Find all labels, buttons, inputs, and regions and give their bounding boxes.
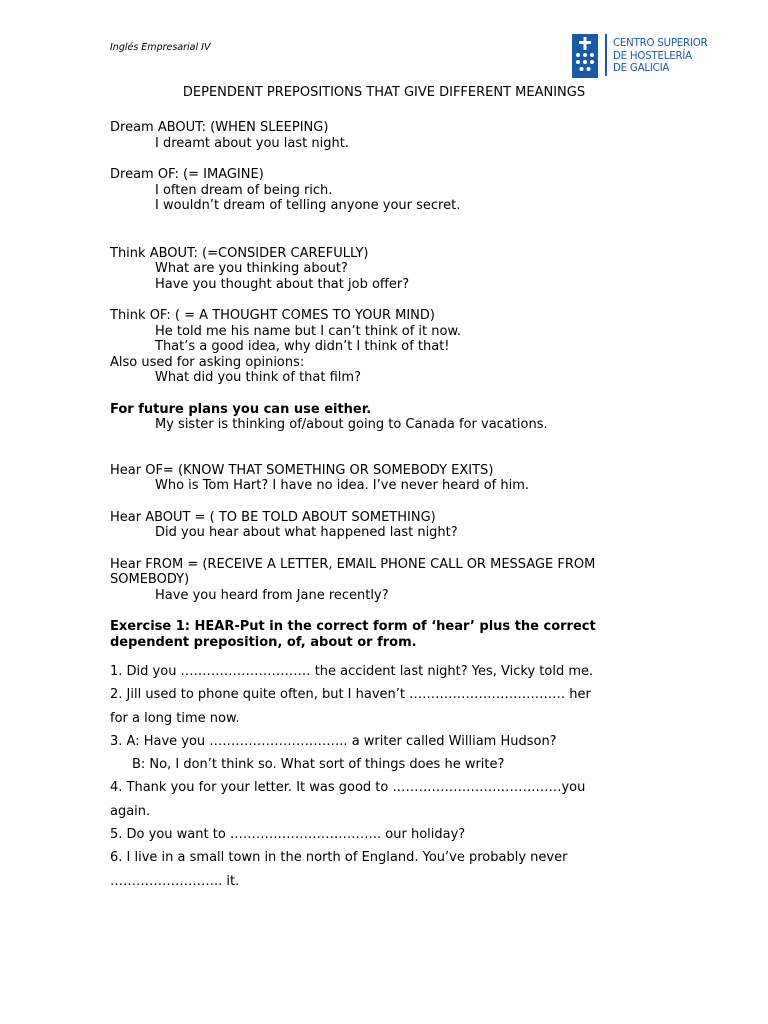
think-of-heading: Think OF: ( = A THOUGHT COMES TO YOUR MIND) — [110, 308, 435, 323]
exercise-line-8: 5. Do you want to …………………………….. our holiday? — [110, 827, 466, 843]
future-plans-example: My sister is thinking of/about going to Canada for vacations. — [155, 417, 548, 432]
logo-line-3: DE GALICIA — [613, 63, 670, 74]
logo-divider — [605, 34, 607, 76]
think-of-example-1: He told me his name but I can’t think of it now. — [155, 323, 462, 339]
logo-line-2: DE HOSTELERÍA — [613, 50, 692, 62]
document-body — [110, 120, 670, 893]
think-about-example-1: What are you thinking about? — [155, 261, 348, 276]
exercise-heading: Exercise 1: HEAR-Put in the correct form of ‘hear’ plus the correct dependent preposition, of, about or from. — [110, 619, 596, 650]
institution-logo — [572, 34, 707, 78]
cross-emblem-icon — [572, 34, 598, 78]
course-name: Inglés Empresarial IV — [110, 42, 211, 53]
exercise-line-10: …………………….. it. — [110, 873, 240, 889]
hear-from-example: Have you heard from Jane recently? — [155, 587, 389, 603]
exercise-line-3: for a long time now. — [110, 710, 240, 726]
think-of-also: Also used for asking opinions: — [110, 354, 305, 370]
exercise-line-6: 4. Thank you for your letter. It was good to …………………………………you — [110, 780, 586, 796]
dream-about-example: I dreamt about you last night. — [155, 135, 349, 151]
hear-about-example: Did you hear about what happened last night? — [155, 525, 458, 540]
hear-about-heading: Hear ABOUT = ( TO BE TOLD ABOUT SOMETHING) — [110, 509, 436, 525]
exercise-line-4: 3. A: Have you ………………………….. a writer called William Hudson? — [110, 733, 557, 749]
think-of-also-example: What did you think of that film? — [155, 370, 361, 385]
page-title: DEPENDENT PREPOSITIONS THAT GIVE DIFFERENT MEANINGS — [182, 85, 586, 100]
exercise-line-7: again. — [110, 803, 151, 819]
think-about-example-2: Have you thought about that job offer? — [155, 276, 410, 292]
future-plans-heading: For future plans you can use either. — [110, 401, 372, 417]
logo-text — [613, 38, 707, 76]
hear-from-heading: Hear FROM = (RECEIVE A LETTER, EMAIL PHONE CALL OR MESSAGE FROM SOMEBODY) — [110, 556, 596, 587]
think-about-heading: Think ABOUT: (=CONSIDER CAREFULLY) — [110, 245, 369, 261]
dream-of-heading: Dream OF: (= IMAGINE) — [110, 167, 264, 182]
dream-of-example-2: I wouldn’t dream of telling anyone your secret. — [155, 198, 461, 213]
logo-line-1: CENTRO SUPERIOR — [613, 38, 708, 49]
dream-of-example-1: I often dream of being rich. — [155, 182, 333, 198]
hear-of-heading: Hear OF= (KNOW THAT SOMETHING OR SOMEBODY EXITS) — [110, 462, 494, 478]
exercise-line-9: 6. I live in a small town in the north of England. You’ve probably never — [110, 850, 568, 866]
exercise-line-5: B: No, I don’t think so. What sort of things does he write? — [132, 757, 505, 773]
think-of-example-2: That’s a good idea, why didn’t I think of that! — [155, 339, 450, 354]
dream-about-heading: Dream ABOUT: (WHEN SLEEPING) — [110, 120, 329, 135]
exercise-line-1: 1. Did you ………………………… the accident last night? Yes, Vicky told me. — [110, 664, 594, 679]
exercise-line-2: 2. Jill used to phone quite often, but I haven’t ……………………………… her — [110, 687, 591, 703]
hear-of-example: Who is Tom Hart? I have no idea. I’ve never heard of him. — [155, 478, 530, 493]
